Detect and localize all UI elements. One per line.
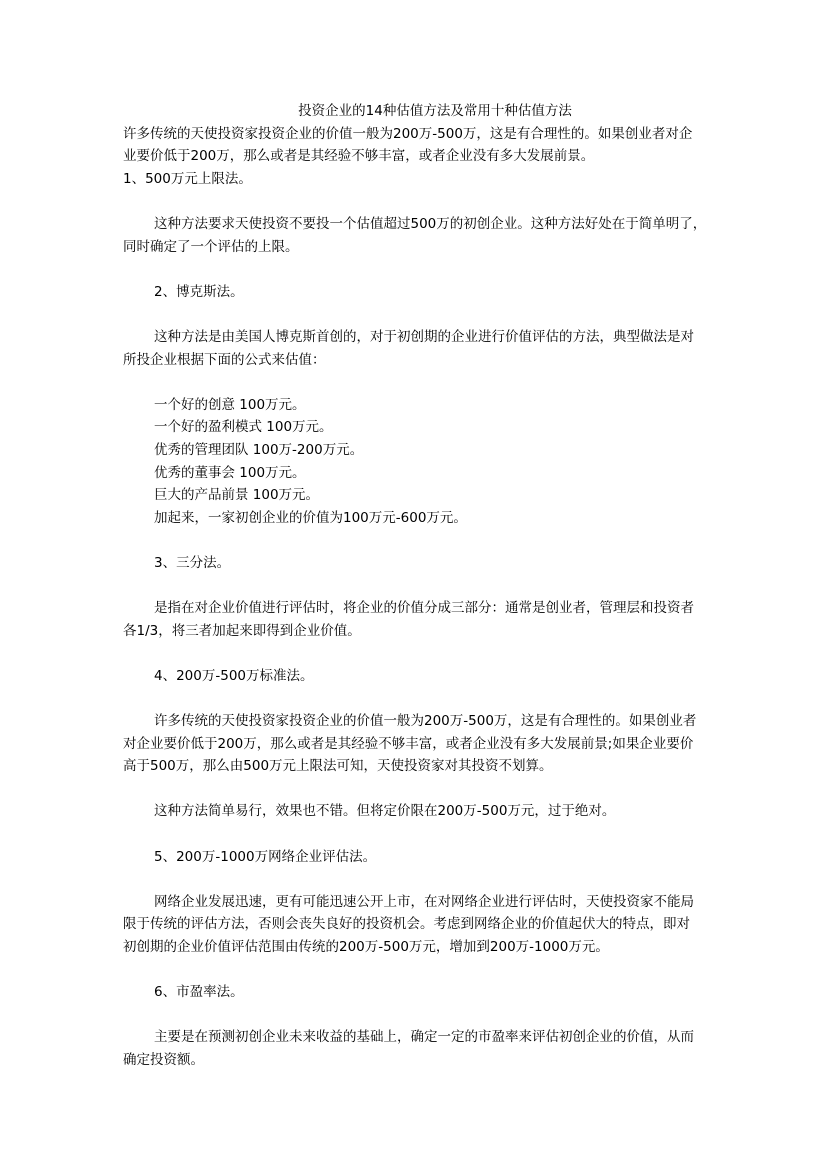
section-5-paragraph-line-2: 限于传统的评估方法，否则会丧失良好的投资机会。考虑到网络企业的价值起伏大的特点，即对	[123, 916, 690, 933]
section-1-paragraph-line-2: 同时确定了一个评估的上限。	[123, 238, 299, 255]
spacer	[123, 371, 747, 394]
list-item: 一个好的盈利模式 100万元。	[154, 419, 333, 436]
section-6-paragraph-line-2: 确定投资额。	[123, 1051, 204, 1068]
spacer	[123, 823, 747, 846]
section-6-paragraph-line-1: 主要是在预测初创企业未来收益的基础上，确定一定的市盈率来评估初创企业的价值，从而	[154, 1029, 694, 1046]
section-2-paragraph-line-1: 这种方法是由美国人博克斯首创的，对于初创期的企业进行价值评估的方法，典型做法是对	[154, 328, 694, 345]
spacer	[123, 190, 747, 213]
section-1-paragraph-line-1: 这种方法要求天使投资不要投一个估值超过500万的初创企业。这种方法好处在于简单明了，	[154, 215, 707, 232]
section-5-paragraph-line-1: 网络企业发展迅速，更有可能迅速公开上市，在对网络企业进行评估时，天使投资家不能局	[154, 893, 694, 910]
section-4-paragraph-line-2: 对企业要价低于200万，那么或者是其经验不够丰富，或者企业没有多大发展前景;如果企业要价	[123, 735, 694, 752]
spacer	[123, 258, 747, 281]
spacer	[123, 303, 747, 326]
intro-line-1: 许多传统的天使投资家投资企业的价值一般为200万-500万，这是有合理性的。如果创业者对企	[123, 125, 693, 142]
spacer	[123, 574, 747, 597]
list-item: 一个好的创意 100万元。	[154, 396, 306, 413]
section-6-heading: 6、市盈率法。	[154, 984, 244, 1001]
list-item: 加起来，一家初创企业的价值为100万元-600万元。	[154, 509, 467, 526]
section-4-heading: 4、200万-500万标准法。	[154, 667, 314, 684]
section-4-paragraph-line-1: 许多传统的天使投资家投资企业的价值一般为200万-500万，这是有合理性的。如果创业者	[154, 713, 697, 730]
section-4-paragraph2-line-1: 这种方法简单易行，效果也不错。但将定价限在200万-500万元，过于绝对。	[154, 803, 616, 820]
intro-line-2: 业要价低于200万，那么或者是其经验不够丰富，或者企业没有多大发展前景。	[123, 148, 595, 165]
section-5-heading: 5、200万-1000万网络企业评估法。	[154, 848, 377, 865]
section-3-paragraph-line-1: 是指在对企业价值进行评估时，将企业的价值分成三部分：通常是创业者，管理层和投资者	[154, 600, 694, 617]
section-5-paragraph-line-3: 初创期的企业价值评估范围由传统的200万-500万元，增加到200万-1000万元。	[123, 938, 609, 955]
document-page	[123, 100, 747, 1072]
spacer	[123, 529, 747, 552]
list-item: 优秀的董事会 100万元。	[154, 464, 306, 481]
spacer	[123, 778, 747, 801]
section-2-heading: 2、博克斯法。	[154, 283, 244, 300]
list-item: 巨大的产品前景 100万元。	[154, 487, 320, 504]
section-4-paragraph-line-3: 高于500万，那么由500万元上限法可知，天使投资家对其投资不划算。	[123, 758, 553, 775]
section-1-heading: 1、500万元上限法。	[123, 170, 252, 187]
spacer	[123, 687, 747, 710]
spacer	[123, 868, 747, 891]
section-2-paragraph-line-2: 所投企业根据下面的公式来估值：	[123, 351, 326, 368]
spacer	[123, 1004, 747, 1027]
spacer	[123, 642, 747, 665]
section-3-paragraph-line-2: 各1/3，将三者加起来即得到企业价值。	[123, 622, 361, 639]
document-title: 投资企业的14种估值方法及常用十种估值方法	[298, 103, 572, 119]
section-3-heading: 3、三分法。	[154, 554, 231, 571]
list-item: 优秀的管理团队 100万-200万元。	[154, 441, 364, 458]
spacer	[123, 959, 747, 982]
